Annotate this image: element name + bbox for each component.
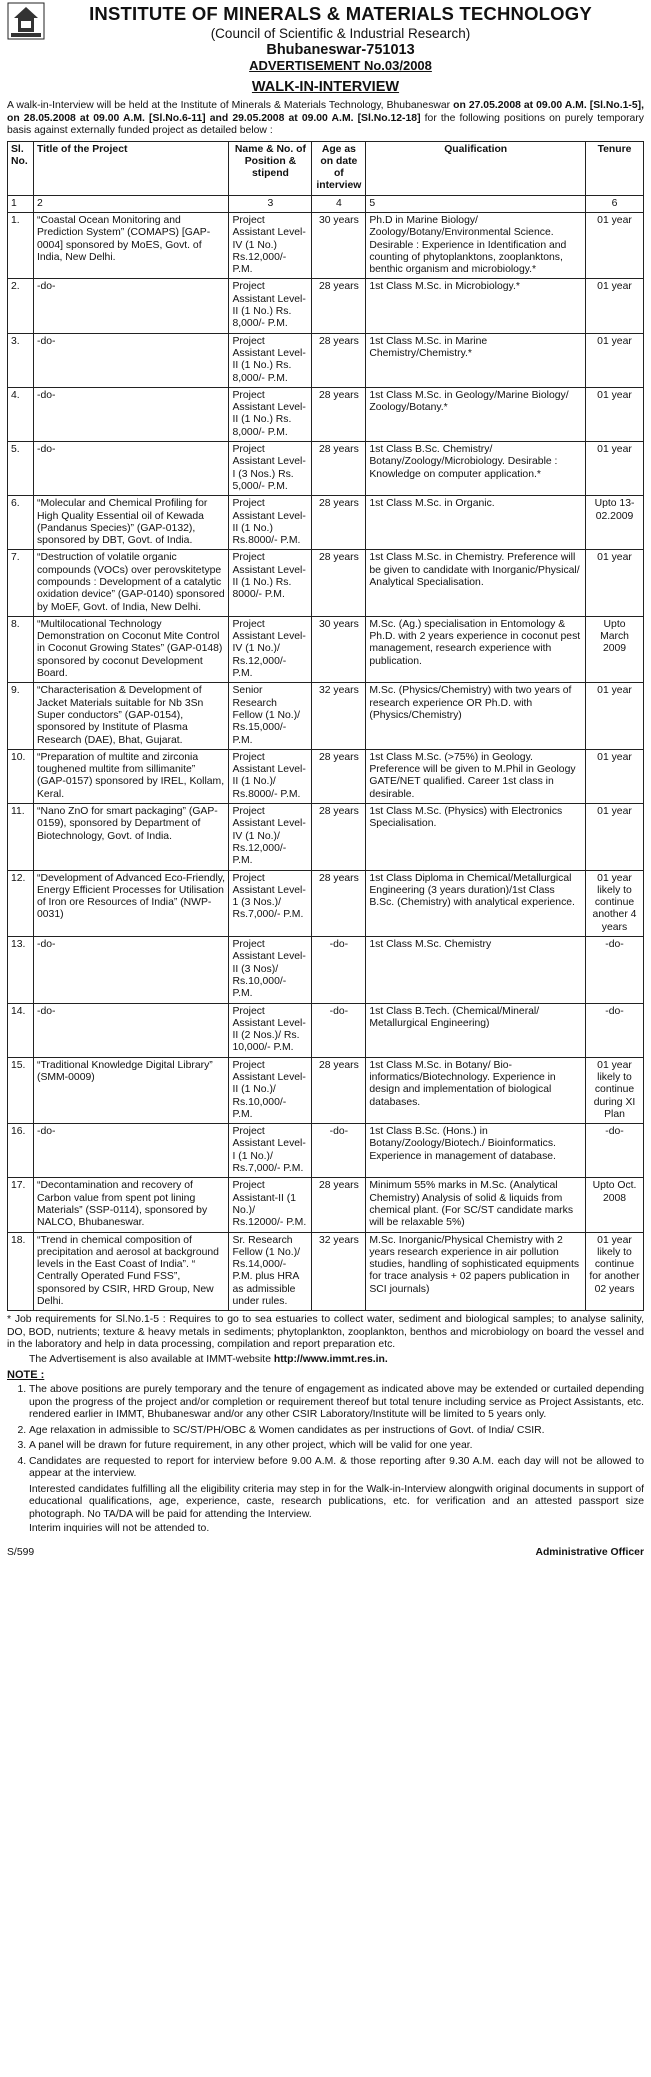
row-tenure: 01 year (586, 804, 644, 870)
row-title: -do- (33, 387, 229, 441)
row-qualification: 1st Class M.Sc. (>75%) in Geology. Preference will be given to M.Phil in Geology GATE/NET qualified. Career 1st class in desirable. (366, 749, 586, 803)
row-qualification: Minimum 55% marks in M.Sc. (Analytical Chemistry) Analysis of solid & liquids from chemical plant. (For SC/ST candidate marks will be relaxable 5%) (366, 1178, 586, 1232)
row-tenure: 01 year (586, 550, 644, 616)
note-item: 3. A panel will be drawn for future requirement, in any other project, which will be valid for one year. (29, 1440, 644, 1453)
row-title: -do- (33, 279, 229, 333)
instructions-paragraph: Interested candidates fulfilling all the eligibility criteria may step in for the Walk-in-Interview alongwith original documents in support of educational qualifications, age, experience, caste, research publications, etc. for verification and an attested passport size photograph. No TA/DA will be paid for attending the Interview. (29, 1483, 644, 1520)
row-age: 28 years (312, 550, 366, 616)
row-age: -do- (312, 937, 366, 1003)
page-title: WALK-IN-INTERVIEW (251, 79, 400, 95)
note-item: 1. The above positions are purely temporary and the tenure of engagement as indicated above may be extended or curtailed depending upon the progress of the project and/or completion or requirement thereof but total tenure including service as Project Assistants, etc. rendered earlier in IMMT, Bhubaneswar and/or any other CSIR Laboratory/Institute will be limited to 5 years only. (29, 1384, 644, 1422)
row-age: 32 years (312, 1232, 366, 1311)
intro-dates: on 27.05.2008 at 09.00 A.M. [Sl.No.1-5], on 28.05.2008 at 09.00 A.M. [Sl.No.6-11] and 29.05.2008 at 09.00 A.M. [Sl.No.12-18] (7, 100, 644, 124)
row-age: -do- (312, 1003, 366, 1057)
row-qualification: M.Sc. (Ag.) specialisation in Entomology & Ph.D. with 2 years experience in coconut pest management, research experience with publication. (366, 616, 586, 682)
colnum-3: 3 (229, 195, 312, 212)
row-sl: 13. (8, 937, 34, 1003)
row-title: -do- (33, 333, 229, 387)
colnum-6: 6 (586, 195, 644, 212)
row-qualification: 1st Class B.Sc. Chemistry/ Botany/Zoology/Microbiology. Desirable : Knowledge on computer application.* (366, 442, 586, 496)
table-body (8, 212, 644, 1310)
row-title: “Destruction of volatile organic compounds (VOCs) over perovskitetype compounds : Development of a catalytic oxidation device” (GAP-0140) sponsored by MoEF, Govt. of India, New Delhi. (33, 550, 229, 616)
row-tenure: 01 year (586, 279, 644, 333)
table-row (8, 616, 644, 682)
row-position: Sr. Research Fellow (1 No.)/ Rs.14,000/- P.M. plus HRA as admissible under rules. (229, 1232, 312, 1311)
row-position: Project Assistant Level-II (1 No.) Rs. 8,000/- P.M. (229, 279, 312, 333)
row-qualification: 1st Class M.Sc. in Marine Chemistry/Chemistry.* (366, 333, 586, 387)
notes-list (7, 1384, 644, 1481)
row-sl: 11. (8, 804, 34, 870)
row-sl: 4. (8, 387, 34, 441)
table-row (8, 749, 644, 803)
row-age: 30 years (312, 616, 366, 682)
header-tenure: Tenure (586, 141, 644, 195)
row-title: “Development of Advanced Eco-Friendly, Energy Efficient Processes for Utilisation of Iron ore Resources of India” (NWP-0031) (33, 870, 229, 936)
intro-paragraph (7, 100, 644, 138)
row-position: Project Assistant Level-IV (1 No.) Rs.12,000/- P.M. (229, 212, 312, 278)
row-age: 28 years (312, 749, 366, 803)
row-sl: 5. (8, 442, 34, 496)
table-row (8, 442, 644, 496)
row-tenure: 01 year likely to continue for another 02 years (586, 1232, 644, 1311)
row-sl: 7. (8, 550, 34, 616)
row-qualification: 1st Class B.Tech. (Chemical/Mineral/ Metallurgical Engineering) (366, 1003, 586, 1057)
row-age: 28 years (312, 496, 366, 550)
row-qualification: 1st Class M.Sc. in Geology/Marine Biology/ Zoology/Botany.* (366, 387, 586, 441)
row-tenure: 01 year (586, 749, 644, 803)
row-qualification: 1st Class M.Sc. in Microbiology.* (366, 279, 586, 333)
row-title: “Trend in chemical composition of precipitation and aerosol at background levels in the East Coast of India”. “ Centrally Operated Fund FSS”, sponsored by CSIR, HRD Group, New Delhi. (33, 1232, 229, 1311)
colnum-4: 4 (312, 195, 366, 212)
table-row (8, 550, 644, 616)
row-tenure: 01 year (586, 683, 644, 749)
row-tenure: 01 year (586, 212, 644, 278)
row-position: Project Assistant Level-II (3 Nos)/ Rs.10,000/- P.M. (229, 937, 312, 1003)
row-title: -do- (33, 442, 229, 496)
table-row (8, 1178, 644, 1232)
row-position: Project Assistant Level-II (1 No.) Rs. 8,000/- P.M. (229, 333, 312, 387)
row-age: 28 years (312, 1057, 366, 1123)
row-tenure: 01 year (586, 442, 644, 496)
row-title: -do- (33, 937, 229, 1003)
row-tenure: 01 year (586, 387, 644, 441)
row-tenure: Upto 13-02.2009 (586, 496, 644, 550)
positions-table (7, 141, 644, 1312)
row-position: Project Assistant Level-II (1 No.) Rs. 8000/- P.M. (229, 550, 312, 616)
row-sl: 1. (8, 212, 34, 278)
row-position: Project Assistant Level-IV (1 No.)/ Rs.12,000/- P.M. (229, 616, 312, 682)
row-title: “Nano ZnO for smart packaging” (GAP-0159), sponsored by Department of Biotechnology, Govt. of India. (33, 804, 229, 870)
row-position: Project Assistant Level-I (3 Nos.) Rs. 5,000/- P.M. (229, 442, 312, 496)
row-title: -do- (33, 1003, 229, 1057)
row-sl: 14. (8, 1003, 34, 1057)
intro-text-1: A walk-in-Interview will be held at the Institute of Minerals & Materials Technology, Bhubaneswar (7, 100, 454, 111)
intro-text-2: for the following positions on purely temporary basis against externally funded project as detailed below : (7, 112, 644, 136)
row-sl: 12. (8, 870, 34, 936)
header-position: Name & No. of Position & stipend (229, 141, 312, 195)
row-tenure: -do- (586, 1003, 644, 1057)
row-qualification: 1st Class B.Sc. (Hons.) in Botany/Zoology/Biotech./ Bioinformatics. Experience in management of database. (366, 1124, 586, 1178)
institute-name: INSTITUTE OF MINERALS & MATERIALS TECHNOLOGY (89, 3, 592, 24)
website-link[interactable]: http://www.immt.res.in. (273, 1353, 388, 1365)
note-item: 2. Age relaxation in admissible to SC/ST/PH/OBC & Women candidates as per instructions of Govt. of India/ CSIR. (29, 1425, 644, 1438)
row-title: “Traditional Knowledge Digital Library” (SMM-0009) (33, 1057, 229, 1123)
row-position: Project Assistant Level-II (2 Nos.)/ Rs. 10,000/- P.M. (229, 1003, 312, 1057)
table-row (8, 387, 644, 441)
row-tenure: 01 year likely to continue during XI Plan (586, 1057, 644, 1123)
column-number-row (8, 195, 644, 212)
colnum-2: 2 (33, 195, 229, 212)
bottom-line (7, 1542, 644, 1558)
council-name: (Council of Scientific & Industrial Research) (210, 26, 471, 41)
table-row (8, 870, 644, 936)
table-row (8, 1124, 644, 1178)
row-sl: 18. (8, 1232, 34, 1311)
advertisement-page (7, 0, 644, 1558)
row-sl: 3. (8, 333, 34, 387)
row-qualification: 1st Class M.Sc. in Botany/ Bio-informatics/Biotechnology. Experience in design and implementation of biological databases. (366, 1057, 586, 1123)
header (7, 0, 644, 76)
row-sl: 2. (8, 279, 34, 333)
row-age: 28 years (312, 870, 366, 936)
row-age: 28 years (312, 442, 366, 496)
row-position: Senior Research Fellow (1 No.)/ Rs.15,000/- P.M. (229, 683, 312, 749)
row-qualification: 1st Class Diploma in Chemical/Metallurgical Engineering (3 years duration)/1st Class B.Sc. (Chemistry) with analytical experience. (366, 870, 586, 936)
website-line (7, 1354, 644, 1367)
header-sl: Sl. No. (8, 141, 34, 195)
colnum-5: 5 (366, 195, 586, 212)
row-qualification: M.Sc. Inorganic/Physical Chemistry with 2 years research experience in air pollution studies, handling of sophisticated equipments for trace analysis + 02 papers publication in SCI journals) (366, 1232, 586, 1311)
row-tenure: Upto Oct. 2008 (586, 1178, 644, 1232)
interim-inquiries: Interim inquiries will not be attended to. (29, 1523, 210, 1535)
row-title: “Multilocational Technology Demonstration on Coconut Mite Control in Coconut Growing States” (GAP-0148) sponsored by coconut Development Board. (33, 616, 229, 682)
table-row (8, 683, 644, 749)
city: Bhubaneswar-751013 (266, 42, 415, 58)
row-age: 28 years (312, 387, 366, 441)
row-tenure: -do- (586, 1124, 644, 1178)
row-position: Project Assistant Level-II (1 No.) Rs. 8,000/- P.M. (229, 387, 312, 441)
row-sl: 9. (8, 683, 34, 749)
row-qualification: 1st Class M.Sc. in Chemistry. Preference will be given to candidate with Inorganic/Physical/ Analytical Specialisation. (366, 550, 586, 616)
row-age: -do- (312, 1124, 366, 1178)
row-position: Project Assistant Level-II (1 No.)/ Rs.10,000/- P.M. (229, 1057, 312, 1123)
row-sl: 6. (8, 496, 34, 550)
table-row (8, 937, 644, 1003)
table-row (8, 1057, 644, 1123)
header-qualification: Qualification (366, 141, 586, 195)
table-header-row (8, 141, 644, 195)
table-row (8, 1232, 644, 1311)
table-row (8, 212, 644, 278)
row-age: 32 years (312, 683, 366, 749)
row-sl: 15. (8, 1057, 34, 1123)
website-text: The Advertisement is also available at IMMT-website (29, 1353, 274, 1365)
row-tenure: -do- (586, 937, 644, 1003)
row-title: “Preparation of multite and zirconia toughened multite from sillimanite” (GAP-0157) sponsored by IREL, Kollam, Keral. (33, 749, 229, 803)
row-age: 28 years (312, 279, 366, 333)
row-position: Project Assistant Level-II (1 No.)/ Rs.8000/- P.M. (229, 749, 312, 803)
row-position: Project Assistant Level-1 (3 Nos.)/ Rs.7,000/- P.M. (229, 870, 312, 936)
note-item: 4. Candidates are requested to report for interview before 9.00 A.M. & those reporting after 9.30 A.M. each day will not be allowed to appear at the interview. (29, 1456, 644, 1481)
row-tenure: Upto March 2009 (586, 616, 644, 682)
row-title: “Molecular and Chemical Profiling for High Quality Essential oil of Kewada (Pandanus Species)” (GAP-0132), sponsored by DBT, Govt. of India. (33, 496, 229, 550)
row-tenure: 01 year likely to continue another 4 years (586, 870, 644, 936)
csir-emblem-icon (7, 2, 45, 40)
row-qualification: Ph.D in Marine Biology/ Zoology/Botany/Environmental Science. Desirable : Experience in Identification and counting of phytoplanktons, zooplanktons, benthic organism and microbiology.* (366, 212, 586, 278)
row-title: -do- (33, 1124, 229, 1178)
row-title: “Coastal Ocean Monitoring and Prediction System” (COMAPS) [GAP-0004] sponsored by MoES, Govt. of India, New Delhi. (33, 212, 229, 278)
row-qualification: M.Sc. (Physics/Chemistry) with two years of research experience OR Ph.D. with (Physics/Chemistry) (366, 683, 586, 749)
table-row (8, 333, 644, 387)
row-position: Project Assistant-II (1 No.)/ Rs.12000/- P.M. (229, 1178, 312, 1232)
row-sl: 17. (8, 1178, 34, 1232)
row-position: Project Assistant Level-I (1 No.)/ Rs.7,000/- P.M. (229, 1124, 312, 1178)
advertisement-number: ADVERTISEMENT No.03/2008 (249, 58, 432, 73)
row-qualification: 1st Class M.Sc. Chemistry (366, 937, 586, 1003)
row-tenure: 01 year (586, 333, 644, 387)
header-age: Age as on date of interview (312, 141, 366, 195)
row-sl: 10. (8, 749, 34, 803)
row-title: “Characterisation & Development of Jacket Materials suitable for Nb 3Sn Super conductors” (GAP-0154), sponsored by Institute of Plasma Research (DAE), Bhat, Gujarat. (33, 683, 229, 749)
job-requirements-note: * Job requirements for Sl.No.1-5 : Requires to go to sea estuaries to collect water, sediment and biological samples; to analyse salinity, DO, BOD, nutrients; texture & heavy metals in sediments; phytoplankton, zooplankton, benthos and microbiology on board the vessel and in the laboratory and help in data processing, compilation and report preparation etc. (7, 1314, 644, 1351)
row-sl: 16. (8, 1124, 34, 1178)
row-sl: 8. (8, 616, 34, 682)
table-row (8, 496, 644, 550)
row-qualification: 1st Class M.Sc. (Physics) with Electronics Specialisation. (366, 804, 586, 870)
colnum-1: 1 (8, 195, 34, 212)
row-qualification: 1st Class M.Sc. in Organic. (366, 496, 586, 550)
row-age: 28 years (312, 1178, 366, 1232)
row-position: Project Assistant Level-II (1 No.) Rs.8000/- P.M. (229, 496, 312, 550)
row-age: 28 years (312, 333, 366, 387)
table-row (8, 804, 644, 870)
table-row (8, 279, 644, 333)
ad-code: S/599 (7, 1546, 35, 1558)
signatory: Administrative Officer (535, 1546, 644, 1558)
note-heading: NOTE : (7, 1369, 45, 1382)
row-title: “Decontamination and recovery of Carbon value from spent pot lining Materials” (SSP-0114), sponsored by NALCO, Bhubaneswar. (33, 1178, 229, 1232)
table-row (8, 1003, 644, 1057)
row-age: 28 years (312, 804, 366, 870)
header-title: Title of the Project (33, 141, 229, 195)
row-age: 30 years (312, 212, 366, 278)
row-position: Project Assistant Level-IV (1 No.)/ Rs.12,000/- P.M. (229, 804, 312, 870)
